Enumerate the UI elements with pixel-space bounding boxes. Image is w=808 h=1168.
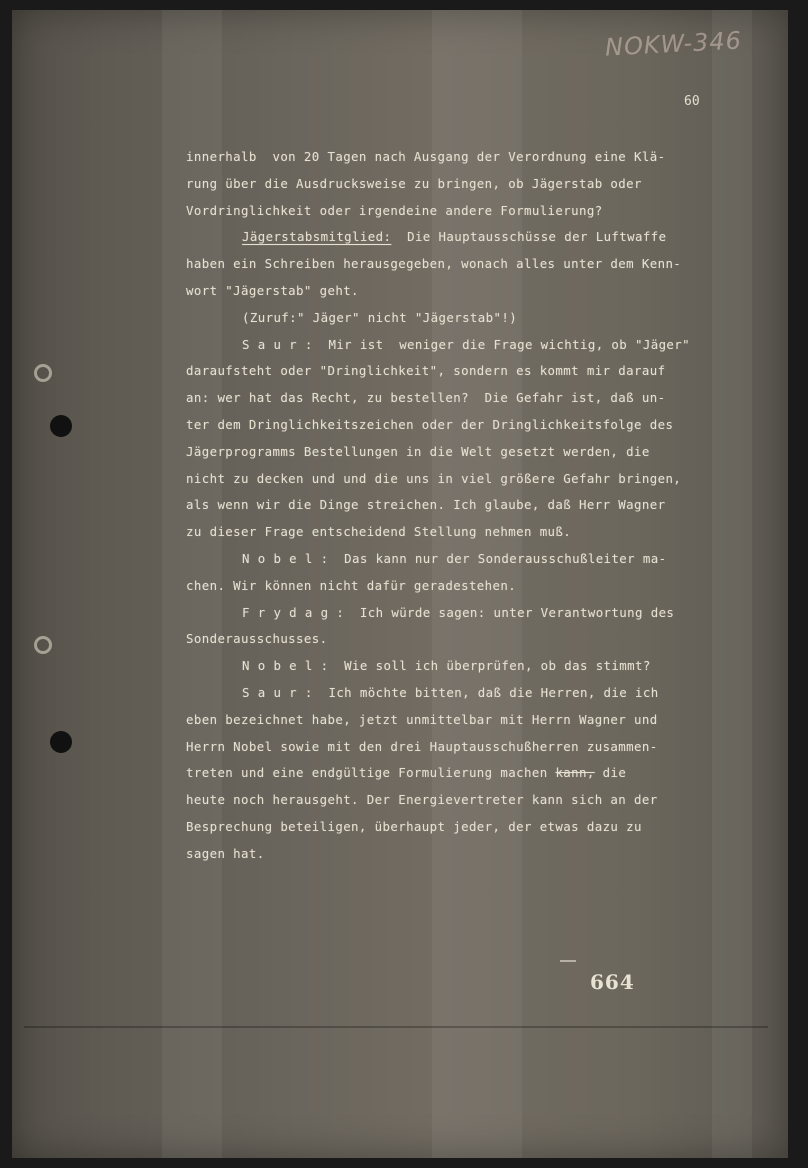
text-line: S a u r : Mir ist weniger die Frage wichtig, ob "Jäger" [242,336,691,352]
text-fragment: Die Hauptausschüsse der Luftwaffe [407,229,667,245]
archive-stamp: NOKW-346 [604,26,743,62]
text-line: rung über die Ausdrucksweise zu bringen, ob Jägerstab oder [186,175,642,191]
text-line: Sonderausschusses. [186,631,328,647]
document-body [186,144,746,868]
text-line: Jägerprogramms Bestellungen in die Welt gesetzt werden, die [186,443,650,459]
text-line: S a u r : Ich möchte bitten, daß die Herren, die ich [242,684,659,700]
text-line: an: wer hat das Recht, zu bestellen? Die Gefahr ist, daß un- [186,390,666,406]
punch-hole [50,415,72,437]
text-line: F r y d a g : Ich würde sagen: unter Verantwortung des [242,604,675,620]
text-line: N o b e l : Das kann nur der Sonderausschußleiter ma- [242,550,667,566]
text-line [186,224,746,251]
page-fold [24,1026,768,1028]
text-line: Vordringlichkeit oder irgendeine andere Formulierung? [186,202,603,218]
text-line: innerhalb von 20 Tagen nach Ausgang der Verordnung eine Klä- [186,149,666,164]
punch-ring [34,636,52,654]
text-line: nicht zu decken und und die uns in viel größere Gefahr bringen, [186,470,682,486]
folio-number: 664 [590,970,635,994]
text-line: (Zuruf:" Jäger" nicht "Jägerstab"!) [242,309,518,325]
text-line: zu dieser Frage entscheidend Stellung nehmen muß. [186,524,572,540]
text-line: N o b e l : Wie soll ich überprüfen, ob das stimmt? [242,658,651,674]
text-line: daraufsteht oder "Dringlichkeit", sondern es kommt mir darauf [186,363,666,379]
punch-hole [50,731,72,753]
text-line [186,760,746,787]
text-line: haben ein Schreiben herausgegeben, wonach alles unter dem Kenn- [186,256,682,272]
text-fragment: die [594,765,627,781]
text-line: Herrn Nobel sowie mit den drei Hauptausschußherren zusammen- [186,738,658,754]
pen-mark [560,960,576,962]
punch-ring [34,364,52,382]
text-line: chen. Wir können nicht dafür geradestehen. [186,577,517,593]
text-fragment: treten und eine endgültige Formulierung machen [186,765,548,781]
text-line: wort "Jägerstab" geht. [186,282,359,298]
text-line: Besprechung beteiligen, überhaupt jeder, der etwas dazu zu [186,818,642,834]
text-line: heute noch herausgeht. Der Energievertreter kann sich an der [186,792,658,808]
page-number: 60 [684,94,700,109]
text-line: ter dem Dringlichkeitszeichen oder der Dringlichkeitsfolge des [186,416,674,432]
text-line: als wenn wir die Dinge streichen. Ich glaube, daß Herr Wagner [186,497,666,513]
struck-word: kann, [555,765,595,781]
text-line: sagen hat. [186,845,265,861]
text-line: eben bezeichnet habe, jetzt unmittelbar mit Herrn Wagner und [186,711,658,727]
speaker-label: Jägerstabsmitglied: [242,229,392,245]
